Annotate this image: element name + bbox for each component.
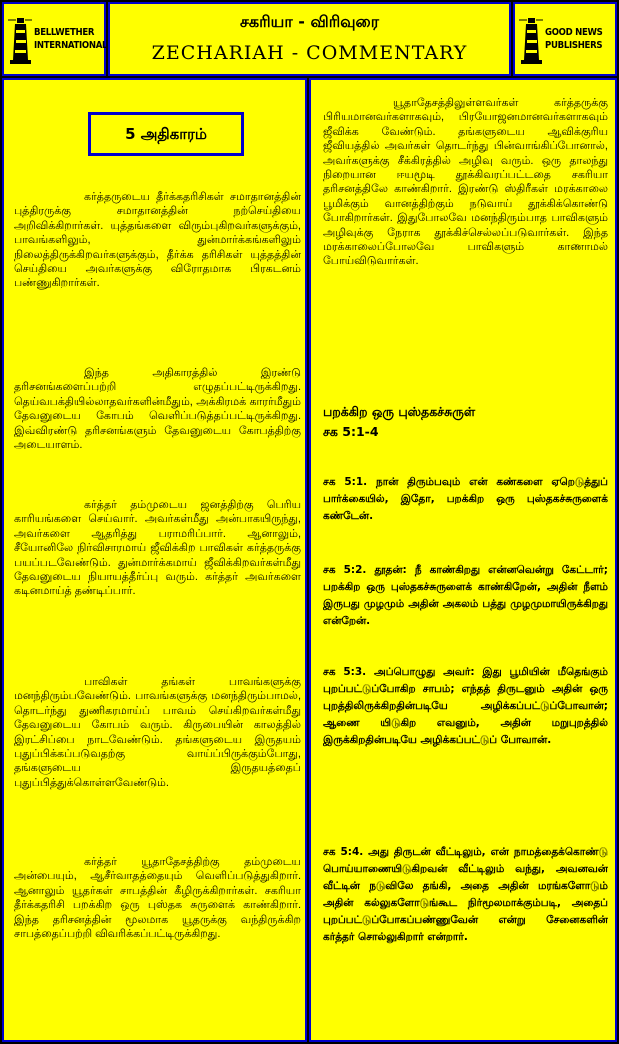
logo-line-1: BELLWETHER [34,27,95,38]
good-news-logo [519,14,615,66]
title-english: ZECHARIAH - COMMENTARY [151,42,468,64]
chapter-title: 5 அதிகாரம் [88,112,244,156]
logo-line-1: GOOD NEWS [545,27,603,38]
logo-line-2: PUBLISHERS [545,40,603,51]
section-heading-title: பறக்கிற ஒரு புஸ்தகச்சுருள் [323,404,476,419]
lighthouse-icon [8,14,32,66]
bellwether-logo [8,14,108,66]
verse-5-1: சக 5:1. நான் திரும்பவும் என் கண்களை ஏறெடுத்துப் பார்க்கையில், இதோ, பறக்கிற ஒரு புஸ்தகச்சுருளைக் கண்டேன். [323,476,608,522]
right-column [309,78,617,1042]
lighthouse-icon [519,14,543,66]
header-title-panel [108,2,511,76]
paragraph-5: கர்த்தர் யூதாதேசத்திற்கு தம்முடைய அன்பையும், ஆசீர்வாதத்தையும் வெளிப்படுத்துகிறார். ஆனாலும் யூதர்கள் சாபத்தின் கீழிருக்கிறார்கள். சகரியா தீர்க்கதரிசி பறக்கிற ஒரு புஸ்தக சுருளைக் காண்கிறார். இந்த தரிசனத்தின் மூலமாக யூதருக்கு வந்திருக்கிற சாபத்தைப்பற்றி விவரிக்கப்பட்டிருக்கிறது. [14,856,301,941]
opening-paragraph: யூதாதேசத்திலுள்ளவர்கள் கர்த்தருக்கு பிரியமானவர்களாகவும், பிரயோஜனமானவர்களாகவும் ஜீவிக்க வேண்டும். தங்களுடைய ஆவிக்குரிய ஜீவியத்தில் அவர்கள் தொடர்ந்து பின்வாங்கிப்போனால், அவர்களுக்கு சீக்கிரத்தில் அழிவு வரும். ஒரு தாலந்து நிறையான ஈயமூடி தூக்கிவரப்பட்டதை சகரியா தரிசனத்திலே காண்கிறார். இரண்டு ஸ்திரீகள் மரக்காலை பூமிக்கும் வானத்திற்கும் நடுவாய் தூக்கிக்கொண்டு போகிறார்கள். இதுபோலவே மனந்திரும்பாத பாவிகளும் அழிவுக்கு நேராக தூக்கிச்செல்லப்படுவார்கள். இந்த மரக்காலைப்போலவே பாவிகளும் காணாமல் போய்விடுவார்கள். [323,97,608,268]
paragraph-2: இந்த அதிகாரத்தில் இரண்டு தரிசனங்களைப்பற்றி எழுதப்பட்டிருக்கிறது. தெய்வபக்தியில்லாதவர்களின்மீதும், அக்கிரமக் காரர்மீதும் தேவனுடைய கோபம் வெளிப்படுத்தப்பட்டிருக்கிறது. இவ்விரண்டு தரிசனங்களும் தேவனுடைய கோபத்திற்கு அடையாளம். [14,367,301,452]
header-left-logo-panel [2,2,106,76]
paragraph-3: கர்த்தர் தம்முடைய ஜனத்திற்கு பெரிய காரியங்களை செய்வார். அவர்கள்மீது அன்பாகயிருந்து, அவர்களை ஆதரித்து பராமரிப்பார். ஆனாலும், சீயோனிலே நிர்விசாரமாய் ஜீவிக்கிற பாவிகள் கர்த்தருக்கு பயப்படவேண்டும். துன்மார்க்கமாய் ஜீவிக்கிறவர்கள்மீது தேவனுடைய நியாயத்தீர்ப்பு வரும். கர்த்தர் அவர்களை கடினமாய்த் தண்டிப்பார். [14,499,301,598]
verse-5-4: சக 5:4. அது திருடன் வீட்டிலும், என் நாமத்தைக்கொண்டு பொய்யாணையிடுகிறவன் வீட்டிலும் வந்து, அவனவன் வீட்டின் நடுவிலே தங்கி, அதை அதின் மரங்களோடும் அதின் கல்லுகளோடுங்கூட நிர்மூலமாக்கும்படி, அதைப் புறப்பட்டுப்போகப்பண்ணுவேன் என்று சேனைகளின் கர்த்தர் சொல்லுகிறார் என்றார். [323,846,608,943]
logo-line-2: INTERNATIONAL [34,40,108,51]
paragraph-4: பாவிகள் தங்கள் பாவங்களுக்கு மனந்திரும்பவேண்டும். பாவங்களுக்கு மனந்திரும்பாமல், தொடர்ந்து துணிகரமாய்ப் பாவம் செய்கிறவர்கள்மீது தேவனுடைய கோபம் வரும். கிருபையின் காலத்தில் இரட்சிப்பை நாடவேண்டும். தங்களுடைய இருதயம் புதுப்பிக்கப்படுவதற்கு வாய்ப்பிருக்கும்போது, தங்களுடைய இருதயத்தைப் புதுப்பித்துக்கொள்ளவேண்டும். [14,676,301,789]
section-heading [323,402,608,442]
verse-5-3: சக 5:3. அப்பொழுது அவர்: இது பூமியின் மீதெங்கும் புறப்பட்டுப்போகிற சாபம்; எந்தத் திருடனும் அதின் ஒரு புறத்திலிருக்கிறதின்படியே அழிக்கப்பட்டுப்போவான்; ஆணை யிடுகிற எவனும், அதின் மறுபுறத்தில் இருக்கிறதின்படியே அழிக்கப்பட்டுப் போவான். [323,666,608,746]
left-column [2,78,307,1042]
header-right-logo-panel [513,2,617,76]
paragraph-1: கர்த்தருடைய தீர்க்கதரிசிகள் சமாதானத்தின் புத்திரருக்கு சமாதானத்தின் நற்செய்தியை அறிவிக்கிறார்கள். யுத்தங்களை விரும்புகிறவர்களுக்கும், பாவங்களிலும், துன்மார்க்கங்களிலும் நிலைத்திருக்கிறவர்களுக்கும், தீர்க்க தரிசிகள் யுத்தத்தின் செய்தியை அவர்களுக்கு விரோதமாக பிரகடனம் பண்ணுகிறார்கள். [14,191,301,290]
verse-5-2: சக 5:2. தூதன்: நீ காண்கிறது என்னவென்று கேட்டார்; பறக்கிற ஒரு புஸ்தகச்சுருளைக் காண்கிறேன், அதின் நீளம் இருபது முழமும் அதின் அகலம் பத்து முழமுமாயிருக்கிறது என்றேன். [323,564,608,627]
section-heading-reference: சக 5:1-4 [323,424,379,439]
title-tamil: சகரியா - விரிவுரை [240,12,379,31]
